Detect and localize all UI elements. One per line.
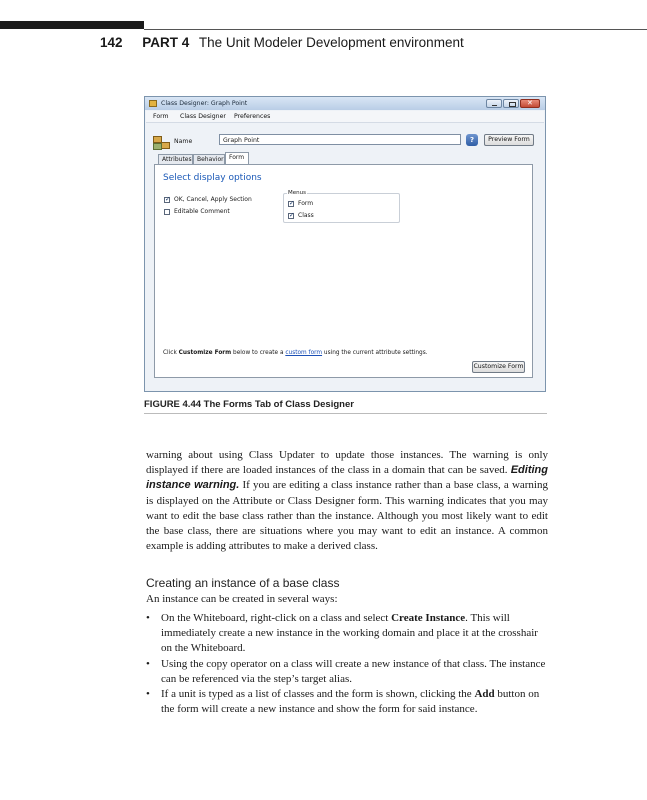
window-title: Class Designer: Graph Point xyxy=(161,100,248,107)
tab-form[interactable]: Form xyxy=(225,152,249,164)
running-head xyxy=(100,35,464,50)
list-item: • Using the copy operator on a class will create a new instance of that class. The instance can be referenced via the step’s target alias. xyxy=(146,657,546,685)
checkbox-checked-icon[interactable] xyxy=(164,197,170,203)
list-item: • If a unit is typed as a list of classes and the form is shown, clicking the Add button on the form will create a new instance and show the form for said instance. xyxy=(146,688,540,716)
customize-hint: Click Customize Form below to create a custom form using the current attribute settings. xyxy=(163,350,428,356)
menu-form[interactable]: Form xyxy=(153,113,169,120)
checkbox-icon[interactable] xyxy=(164,209,170,215)
intro-text: An instance can be created in several ways: xyxy=(146,593,338,605)
menu-option-form[interactable]: ✓ Form xyxy=(288,200,313,207)
menus-group xyxy=(283,190,400,223)
tab-behavior[interactable]: Behavior xyxy=(193,154,225,164)
panel-heading: Select display options xyxy=(163,173,262,183)
tab-attributes[interactable]: Attributes xyxy=(158,154,193,164)
minimize-icon[interactable] xyxy=(486,99,502,108)
menu-class-designer[interactable]: Class Designer xyxy=(180,113,226,120)
part-title: The Unit Modeler Development environment xyxy=(198,35,464,50)
caption-rule xyxy=(144,413,547,414)
app-icon xyxy=(149,100,157,107)
class-icon xyxy=(153,136,169,149)
option-editable-comment[interactable]: Editable Comment xyxy=(164,208,230,215)
maximize-icon[interactable] xyxy=(503,99,519,108)
paragraph-editing-warning: warning about using Class Updater to update those instances. The warning is only displayed if there are loaded instances of the class in a domain that can be saved. Editing instance warning. If you are editing a class instance rather than a base class, a warning is displayed on the Attribute or Class Designer form. This warning indicates that you may want to edit the base class rather than the instance. Although you most likely want to edit the base class, there are situations where you may want to edit an instance. A common example is adding attributes to make a derived class. xyxy=(146,449,548,553)
name-label: Name xyxy=(174,138,193,145)
bullet-list xyxy=(146,611,546,717)
custom-form-link[interactable]: custom form xyxy=(285,350,323,356)
title-bar xyxy=(145,97,545,110)
menu-bar xyxy=(146,111,544,123)
run-in-heading: Editing instance warning. xyxy=(146,464,548,492)
name-field[interactable]: Graph Point xyxy=(219,134,461,145)
header-bar xyxy=(0,21,144,29)
form-tab-panel xyxy=(154,164,533,378)
section-heading: Creating an instance of a base class xyxy=(146,576,340,590)
help-button[interactable]: ? xyxy=(466,134,478,146)
header-rule xyxy=(144,29,647,30)
menu-preferences[interactable]: Preferences xyxy=(234,113,271,120)
menus-group-label: Menus xyxy=(288,190,306,196)
class-designer-window xyxy=(144,96,546,392)
customize-form-button[interactable]: Customize Form xyxy=(472,361,525,373)
part-label: PART 4 xyxy=(142,35,190,50)
page-number: 142 xyxy=(100,35,123,50)
option-ok-cancel-apply[interactable]: ✓ OK, Cancel, Apply Section xyxy=(164,196,252,203)
checkbox-checked-icon[interactable] xyxy=(288,213,294,219)
preview-form-button[interactable]: Preview Form xyxy=(484,134,534,146)
checkbox-checked-icon[interactable] xyxy=(288,201,294,207)
list-item: • On the Whiteboard, right-click on a class and select Create Instance. This will immediately create a new instance in the working domain and place it at the crosshair on the Whiteboard. xyxy=(146,612,538,655)
close-icon[interactable] xyxy=(520,99,540,108)
menu-option-class[interactable]: ✓ Class xyxy=(288,212,314,219)
figure-caption: FIGURE 4.44 The Forms Tab of Class Designer xyxy=(144,399,354,410)
